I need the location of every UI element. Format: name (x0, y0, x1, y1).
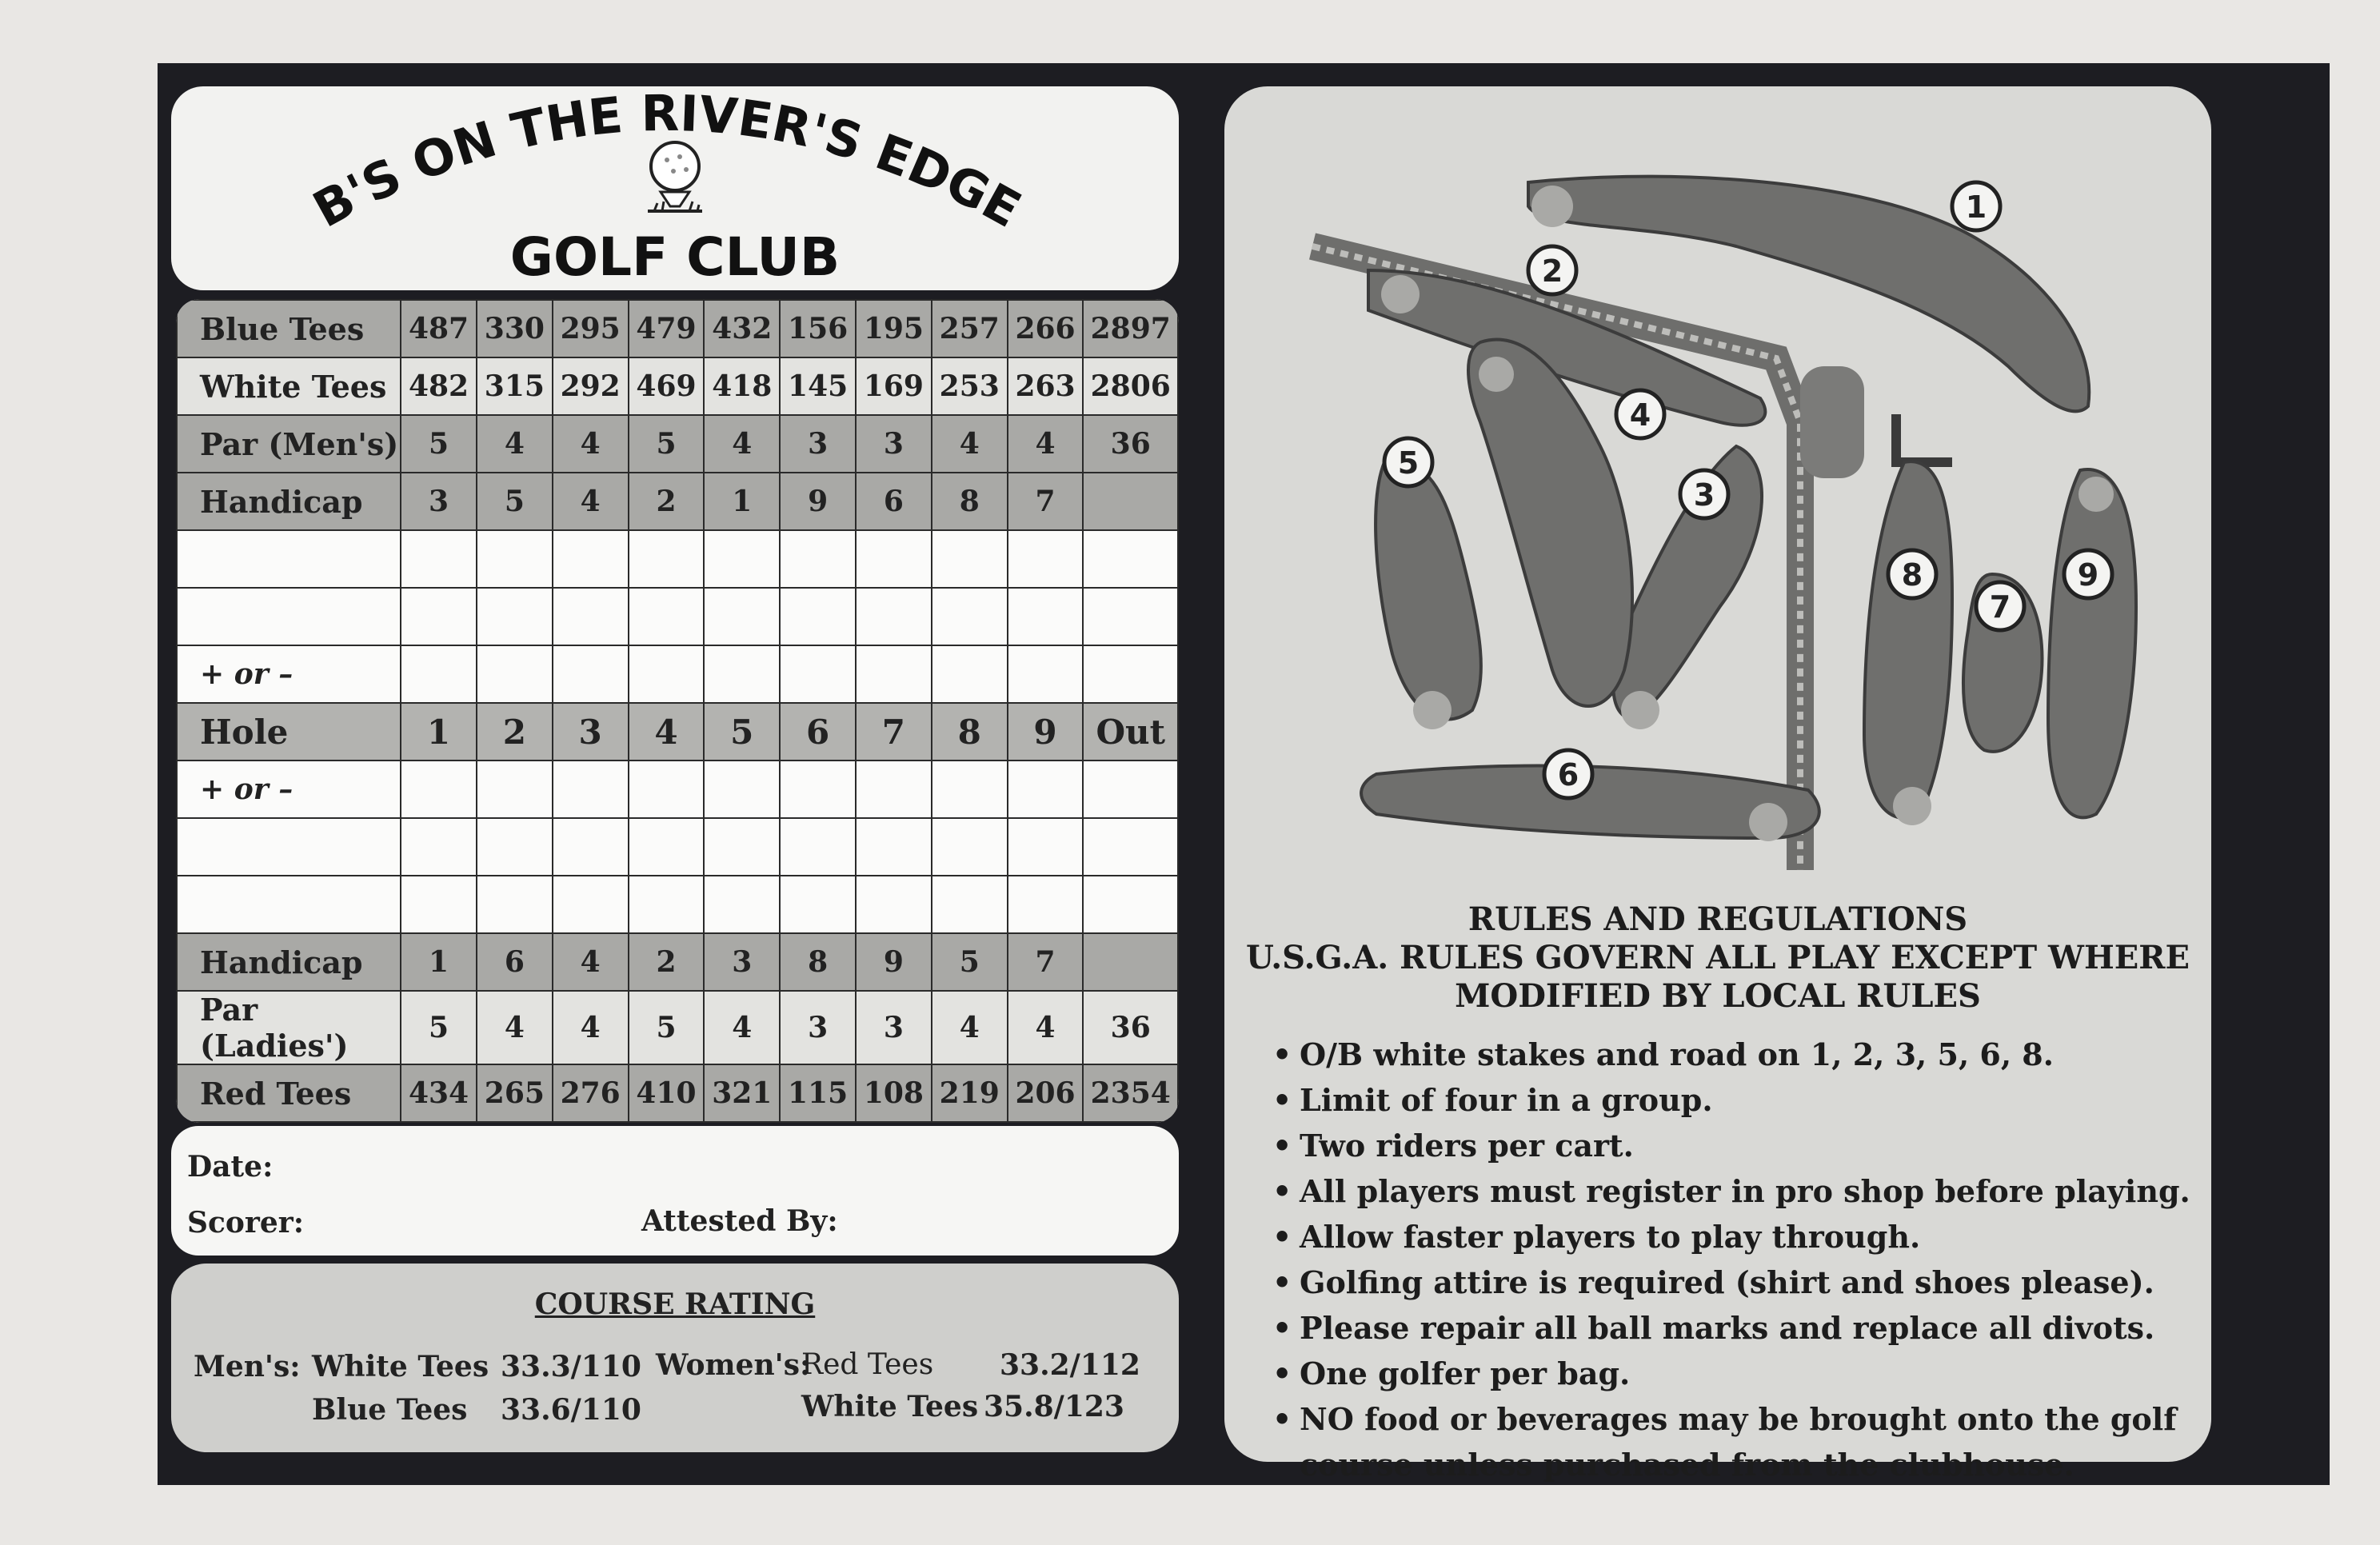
yardage-row-cell: 1 (704, 473, 780, 530)
yardage-row-cell: 7 (1008, 473, 1084, 530)
score-entry-cell[interactable] (477, 761, 553, 818)
yardage-row-cell: 479 (629, 300, 705, 357)
score-entry-cell[interactable] (629, 645, 705, 703)
rules-subheading-2: MODIFIED BY LOCAL RULES (1455, 977, 1981, 1015)
scorecard-panel (171, 86, 1179, 1462)
yardage-row-cell: 9 (780, 473, 856, 530)
score-entry-cell[interactable] (1083, 761, 1178, 818)
yardage-row-label: Blue Tees (177, 300, 401, 357)
clubhouse-icon (1800, 366, 1864, 478)
score-entry-cell[interactable] (477, 818, 553, 876)
hole-number-row-cell: 3 (553, 703, 629, 761)
yardage-row-cell: 5 (477, 473, 553, 530)
yardage-row (177, 473, 1178, 530)
clubhouse-l-icon (1896, 414, 1952, 462)
yardage-row-cell: 263 (1008, 357, 1084, 415)
score-entry-cell[interactable] (1083, 588, 1178, 645)
yardage-row-cell: 8 (780, 933, 856, 991)
rule-item: • One golfer per bag. (1272, 1351, 2192, 1396)
score-entry-cell[interactable] (401, 530, 477, 588)
mens-blue-value: 33.6/110 (501, 1393, 641, 1427)
yardage-row-cell: 257 (932, 300, 1008, 357)
yardage-row-cell: 195 (856, 300, 932, 357)
hole-number-row-label: Hole (177, 703, 401, 761)
attested-label: Attested By: (641, 1204, 838, 1238)
womens-label: Women's: (656, 1348, 811, 1382)
score-entry-cell[interactable] (629, 818, 705, 876)
yardage-row-cell: 5 (401, 415, 477, 473)
yardage-row-cell: 2 (629, 933, 705, 991)
hole-marker-label: 6 (1557, 757, 1579, 792)
score-entry-cell[interactable] (932, 761, 1008, 818)
yardage-row-cell: 4 (704, 991, 780, 1064)
scorer-label: Scorer: (187, 1206, 305, 1240)
yardage-row (177, 357, 1178, 415)
yardage-row-cell: 434 (401, 1064, 477, 1122)
yardage-row-cell: 295 (553, 300, 629, 357)
yardage-row-cell: 36 (1083, 991, 1178, 1064)
score-entry-cell[interactable] (780, 876, 856, 933)
score-entry-cell[interactable] (856, 588, 932, 645)
hole-number-row-cell: 6 (780, 703, 856, 761)
rule-item: • NO food or beverages may be brought onto the golf course unless purchased from the clubhouse. (1272, 1396, 2192, 1487)
score-entry-cell[interactable] (401, 818, 477, 876)
score-entry-cell[interactable] (1083, 818, 1178, 876)
yardage-row-label: Handicap (177, 473, 401, 530)
score-entry-cell[interactable] (553, 530, 629, 588)
yardage-row-cell (1083, 473, 1178, 530)
score-entry-cell[interactable] (1008, 876, 1084, 933)
yardage-row-cell: 3 (401, 473, 477, 530)
rules-heading: RULES AND REGULATIONS (1468, 900, 1968, 938)
yardage-row-cell: 265 (477, 1064, 553, 1122)
yardage-row-cell: 432 (704, 300, 780, 357)
yardage-row-cell: 2354 (1083, 1064, 1178, 1122)
yardage-row-cell: 2897 (1083, 300, 1178, 357)
yardage-row-cell: 219 (932, 1064, 1008, 1122)
rule-item: • Allow faster players to play through. (1272, 1214, 2192, 1260)
rule-item: • Limit of four in a group. (1272, 1077, 2192, 1123)
score-entry-cell[interactable] (401, 588, 477, 645)
hole-number-row (177, 703, 1178, 761)
golf-ball-icon (648, 142, 702, 211)
hole-number-row-cell: 7 (856, 703, 932, 761)
plus-minus-row (177, 761, 1178, 818)
yardage-row-cell: 3 (856, 415, 932, 473)
yardage-row-cell: 4 (553, 933, 629, 991)
score-entry-cell[interactable] (856, 818, 932, 876)
score-entry-cell[interactable] (932, 588, 1008, 645)
score-entry-cell[interactable] (1008, 530, 1084, 588)
yardage-row-cell: 6 (477, 933, 553, 991)
yardage-row (177, 1064, 1178, 1122)
score-entry-cell[interactable] (1008, 645, 1084, 703)
score-entry-cell[interactable] (932, 876, 1008, 933)
score-entry-cell[interactable] (401, 876, 477, 933)
yardage-row-cell: 4 (553, 473, 629, 530)
rule-item: • Please repair all ball marks and replace all divots. (1272, 1305, 2192, 1351)
yardage-row-cell (1083, 933, 1178, 991)
rules-subheading-1: U.S.G.A. RULES GOVERN ALL PLAY EXCEPT WHERE (1246, 939, 2190, 976)
womens-red-value: 33.2/112 (1000, 1348, 1140, 1382)
score-entry-cell[interactable] (553, 876, 629, 933)
mens-white-label: White Tees (312, 1350, 489, 1383)
yardage-row-cell: 8 (932, 473, 1008, 530)
score-entry-cell[interactable] (780, 588, 856, 645)
yardage-row-cell: 7 (1008, 933, 1084, 991)
mens-label: Men's: (194, 1350, 301, 1383)
mens-white-value: 33.3/110 (501, 1350, 641, 1383)
score-entry-cell[interactable] (629, 876, 705, 933)
course-rating-box (171, 1264, 1179, 1452)
yardage-row-cell: 469 (629, 357, 705, 415)
club-header (171, 86, 1179, 290)
rule-item: • O/B white stakes and road on 1, 2, 3, 5, 6, 8. (1272, 1032, 2192, 1077)
score-entry-cell[interactable] (553, 588, 629, 645)
yardage-row-cell: 4 (932, 415, 1008, 473)
score-row-label (177, 588, 401, 645)
score-entry-cell[interactable] (856, 761, 932, 818)
score-entry-cell[interactable] (932, 530, 1008, 588)
mens-blue-label: Blue Tees (312, 1393, 468, 1427)
plus-minus-row (177, 645, 1178, 703)
score-entry-cell[interactable] (477, 876, 553, 933)
signature-box (171, 1126, 1179, 1256)
hole-number-row-cell: 4 (629, 703, 705, 761)
womens-white-label: White Tees (801, 1390, 979, 1423)
yardage-row-cell: 145 (780, 357, 856, 415)
score-row-label (177, 818, 401, 876)
yardage-row (177, 415, 1178, 473)
score-entry-cell[interactable] (477, 645, 553, 703)
score-row (177, 588, 1178, 645)
yardage-row-cell: 5 (401, 991, 477, 1064)
yardage-row-cell: 156 (780, 300, 856, 357)
club-subtitle: GOLF CLUB (509, 226, 841, 288)
yardage-row (177, 300, 1178, 357)
score-table (176, 299, 1179, 1123)
score-row (177, 818, 1178, 876)
score-entry-cell[interactable] (477, 530, 553, 588)
score-entry-cell[interactable] (704, 761, 780, 818)
yardage-row-cell: 418 (704, 357, 780, 415)
score-row (177, 530, 1178, 588)
yardage-row-cell: 9 (856, 933, 932, 991)
yardage-row-label: Red Tees (177, 1064, 401, 1122)
yardage-row-cell: 3 (780, 991, 856, 1064)
hole-marker-label: 2 (1541, 254, 1563, 289)
yardage-row-cell: 266 (1008, 300, 1084, 357)
score-row (177, 876, 1178, 933)
yardage-row-cell: 3 (704, 933, 780, 991)
score-entry-cell[interactable] (629, 588, 705, 645)
club-name-arc-text: B'S ON THE RIVER'S EDGE (303, 86, 1031, 239)
yardage-row-label: Handicap (177, 933, 401, 991)
yardage-row-cell: 5 (629, 415, 705, 473)
hole-number-row-cell: 1 (401, 703, 477, 761)
yardage-row-cell: 4 (553, 991, 629, 1064)
yardage-row-cell: 292 (553, 357, 629, 415)
hole-marker-label: 4 (1629, 397, 1651, 433)
yardage-row-cell: 206 (1008, 1064, 1084, 1122)
hole-marker-label: 9 (2077, 557, 2099, 593)
yardage-row (177, 991, 1178, 1064)
yardage-row-cell: 4 (1008, 415, 1084, 473)
course-map (1288, 158, 2168, 894)
yardage-row-cell: 1 (401, 933, 477, 991)
yardage-row-cell: 3 (856, 991, 932, 1064)
score-entry-cell[interactable] (1008, 761, 1084, 818)
score-entry-cell[interactable] (856, 876, 932, 933)
yardage-row-cell: 115 (780, 1064, 856, 1122)
score-entry-cell[interactable] (629, 761, 705, 818)
score-entry-cell[interactable] (704, 645, 780, 703)
yardage-row-cell: 321 (704, 1064, 780, 1122)
yardage-row-cell: 410 (629, 1064, 705, 1122)
hole-number-row-cell: 9 (1008, 703, 1084, 761)
womens-white-value: 35.8/123 (984, 1390, 1124, 1423)
yardage-row-cell: 487 (401, 300, 477, 357)
score-entry-cell[interactable] (553, 818, 629, 876)
hole-marker-label: 8 (1901, 557, 1923, 593)
rule-item: • Two riders per cart. (1272, 1123, 2192, 1168)
score-entry-cell[interactable] (780, 530, 856, 588)
score-entry-cell[interactable] (856, 530, 932, 588)
yardage-row-cell: 169 (856, 357, 932, 415)
score-entry-cell[interactable] (1008, 588, 1084, 645)
score-row-label (177, 530, 401, 588)
yardage-row-cell: 482 (401, 357, 477, 415)
hole-marker-label: 1 (1965, 190, 1987, 225)
score-entry-cell[interactable] (401, 761, 477, 818)
yardage-row-cell: 2806 (1083, 357, 1178, 415)
scorecard-frame (158, 63, 2330, 1485)
yardage-row-cell: 276 (553, 1064, 629, 1122)
plus-minus-row-label: + or – (177, 761, 401, 818)
yardage-row (177, 933, 1178, 991)
yardage-row-label: Par (Men's) (177, 415, 401, 473)
yardage-row-cell: 4 (704, 415, 780, 473)
yardage-row-cell: 315 (477, 357, 553, 415)
course-map-panel (1224, 86, 2211, 1483)
score-entry-cell[interactable] (704, 588, 780, 645)
score-entry-cell[interactable] (932, 645, 1008, 703)
score-entry-cell[interactable] (401, 645, 477, 703)
yardage-row-cell: 108 (856, 1064, 932, 1122)
score-entry-cell[interactable] (780, 761, 856, 818)
score-row-label (177, 876, 401, 933)
hole-number-row-cell: 2 (477, 703, 553, 761)
score-entry-cell[interactable] (704, 530, 780, 588)
score-entry-cell[interactable] (1083, 530, 1178, 588)
score-entry-cell[interactable] (856, 645, 932, 703)
yardage-row-cell: 330 (477, 300, 553, 357)
yardage-row-label: White Tees (177, 357, 401, 415)
rules-list (1272, 1032, 2192, 1487)
yardage-row-cell: 2 (629, 473, 705, 530)
yardage-row-cell: 5 (629, 991, 705, 1064)
womens-red-label: Red Tees (801, 1348, 934, 1381)
score-entry-cell[interactable] (704, 818, 780, 876)
hole-number-row-cell: Out (1083, 703, 1178, 761)
yardage-row-cell: 4 (553, 415, 629, 473)
score-entry-cell[interactable] (704, 876, 780, 933)
rule-item: • Golfing attire is required (shirt and shoes please). (1272, 1260, 2192, 1305)
course-rating-title: COURSE RATING (534, 1288, 816, 1321)
yardage-row-cell: 4 (932, 991, 1008, 1064)
yardage-row-cell: 3 (780, 415, 856, 473)
date-label: Date: (187, 1150, 274, 1184)
score-entry-cell[interactable] (553, 761, 629, 818)
hole-number-row-cell: 5 (704, 703, 780, 761)
score-entry-cell[interactable] (1083, 876, 1178, 933)
score-entry-cell[interactable] (932, 818, 1008, 876)
score-entry-cell[interactable] (780, 818, 856, 876)
yardage-row-cell: 36 (1083, 415, 1178, 473)
yardage-row-label: Par (Ladies') (177, 991, 401, 1064)
yardage-row-cell: 253 (932, 357, 1008, 415)
yardage-row-cell: 5 (932, 933, 1008, 991)
score-entry-cell[interactable] (1083, 645, 1178, 703)
yardage-row-cell: 6 (856, 473, 932, 530)
plus-minus-row-label: + or – (177, 645, 401, 703)
hole-number-row-cell: 8 (932, 703, 1008, 761)
score-entry-cell[interactable] (629, 530, 705, 588)
yardage-row-cell: 4 (477, 415, 553, 473)
score-entry-cell[interactable] (477, 588, 553, 645)
yardage-row-cell: 4 (477, 991, 553, 1064)
yardage-row-cell: 4 (1008, 991, 1084, 1064)
score-entry-cell[interactable] (1008, 818, 1084, 876)
score-entry-cell[interactable] (780, 645, 856, 703)
hole-marker-label: 3 (1693, 477, 1715, 513)
hole-marker-label: 7 (1989, 589, 2011, 625)
score-entry-cell[interactable] (553, 645, 629, 703)
hole-marker-label: 5 (1397, 445, 1420, 481)
rule-item: • All players must register in pro shop before playing. (1272, 1168, 2192, 1214)
